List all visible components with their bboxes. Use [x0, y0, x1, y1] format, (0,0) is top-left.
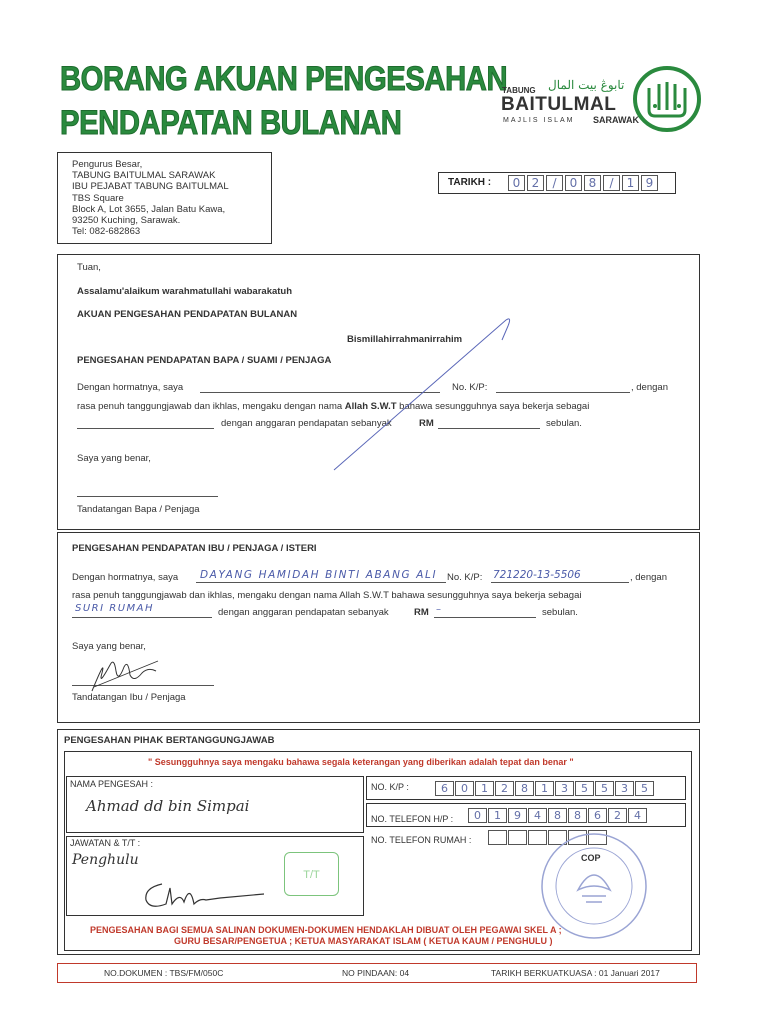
verifier-hp-cell[interactable]: 8	[568, 808, 587, 823]
verifier-hp-cell[interactable]: 8	[548, 808, 567, 823]
recipient-address	[57, 152, 272, 244]
mother-sebulan: sebulan.	[542, 607, 578, 618]
address-line: Pengurus Besar,	[72, 159, 143, 170]
baitulmal-emblem-icon	[633, 66, 701, 132]
date-digit[interactable]: 0	[565, 175, 582, 191]
father-signature-field[interactable]	[77, 496, 218, 497]
mother-pledge: rasa penuh tanggungjawab dan ikhlas, mengaku dengan nama Allah S.W.T bahawa sesungguhnya saya bekerja sebagai	[72, 590, 582, 601]
father-pledge-a: rasa penuh tanggungjawab dan ikhlas, mengaku dengan nama Allah S.W.T bahawa sesungguhnya saya bekerja sebagai	[77, 401, 590, 412]
logo-brand: BAITULMAL	[501, 94, 617, 115]
date-digit[interactable]: 8	[584, 175, 601, 191]
salam: Assalamu'alaikum warahmatullahi wabarakatuh	[77, 286, 293, 297]
verifier-hp-cell[interactable]: 1	[488, 808, 507, 823]
form-title-line2: PENDAPATAN BULANAN	[60, 104, 402, 142]
section-heading-father: PENGESAHAN PENDAPATAN BAPA / SUAMI / PENJAGA	[77, 355, 332, 366]
mother-ic-field-line	[491, 582, 629, 583]
logo-sarawak: SARAWAK	[593, 115, 640, 125]
mother-signature-label: Tandatangan Ibu / Penjaga	[72, 692, 186, 703]
verifier-declaration: " Sesungguhnya saya mengaku bahawa segala keterangan yang diberikan adalah tepat dan benar "	[148, 757, 574, 767]
father-rm: RM	[419, 418, 434, 429]
verifier-home-label: NO. TELEFON RUMAH :	[371, 835, 472, 845]
mother-occupation-value[interactable]: SURI RUMAH	[75, 603, 154, 614]
footer-effective-date: TARIKH BERKUATKUASA : 01 Januari 2017	[491, 968, 660, 978]
mother-ic-label: No. K/P:	[447, 572, 483, 583]
verifier-ic-cell[interactable]: 1	[535, 781, 554, 796]
address-line: Tel: 082-682863	[72, 226, 141, 238]
verifier-signature-icon	[140, 878, 280, 912]
mother-income-text: dengan anggaran pendapatan sebanyak	[218, 607, 389, 618]
section-heading-mother: PENGESAHAN PENDAPATAN IBU / PENJAGA / ISTERI	[72, 543, 317, 554]
father-signature-label: Tandatangan Bapa / Penjaga	[77, 504, 200, 515]
father-ic-label: No. K/P:	[452, 382, 488, 393]
verifier-ic-cell[interactable]: 1	[475, 781, 494, 796]
date-digit[interactable]: 0	[508, 175, 525, 191]
verifier-name-label: NAMA PENGESAH :	[70, 779, 154, 789]
mother-intro-text: Dengan hormatnya, saya	[72, 572, 179, 583]
verifier-ic-cell[interactable]: 6	[435, 781, 454, 796]
verification-note-line2: GURU BESAR/PENGETUA ; KETUA MASYARAKAT ISLAM ( KETUA KAUM / PENGHULU )	[174, 936, 553, 946]
date-digit[interactable]: 2	[527, 175, 544, 191]
cop-label: COP	[581, 853, 601, 863]
verifier-ic-cell[interactable]: 5	[595, 781, 614, 796]
letter-subject: AKUAN PENGESAHAN PENDAPATAN BULANAN	[77, 309, 298, 320]
address-line: Block A, Lot 3655, Jalan Batu Kawa,	[72, 203, 226, 215]
father-occupation-field[interactable]	[77, 428, 214, 429]
logo-arabic-text: تابوڠ بيت المال	[548, 78, 625, 92]
father-sebulan: sebulan.	[546, 418, 582, 429]
logo-majlis: MAJLIS ISLAM	[503, 117, 575, 124]
mother-name-field-line	[196, 582, 446, 583]
verifier-ic-cell[interactable]: 8	[515, 781, 534, 796]
date-digit[interactable]: 9	[641, 175, 658, 191]
verification-note-line1: PENGESAHAN BAGI SEMUA SALINAN DOKUMEN-DOKUMEN HENDAKLAH DIBUAT OLEH PEGAWAI SKEL A ;	[90, 925, 562, 935]
mother-rm: RM	[414, 607, 429, 618]
mother-income-value[interactable]: –	[436, 604, 441, 615]
mother-signature-icon	[88, 653, 162, 695]
verifier-ic-cell[interactable]: 3	[555, 781, 574, 796]
cancel-stroke-icon	[330, 312, 515, 474]
date-separator: /	[603, 175, 620, 191]
verifier-ic-cell[interactable]: 2	[495, 781, 514, 796]
date-digit[interactable]: 1	[622, 175, 639, 191]
address-line: 93250 Kuching, Sarawak.	[72, 215, 181, 227]
verifier-hp-cell[interactable]: 9	[508, 808, 527, 823]
verifier-hp-cell[interactable]: 4	[528, 808, 547, 823]
verifier-ic-cell[interactable]: 5	[575, 781, 594, 796]
father-intro-text: Dengan hormatnya, saya	[77, 382, 184, 393]
form-title-line1: BORANG AKUAN PENGESAHAN	[60, 60, 508, 98]
address-line: TABUNG BAITULMAL SARAWAK	[72, 170, 216, 182]
mother-income-field-line	[434, 617, 536, 618]
footer-revision: NO PINDAAN: 04	[342, 968, 410, 978]
greeting: Tuan,	[77, 262, 101, 273]
verifier-ic-cell[interactable]: 5	[635, 781, 654, 796]
mother-ic-value[interactable]: 721220-13-5506	[493, 569, 581, 581]
date-label: TARIKH :	[448, 177, 492, 188]
footer-document-number: NO.DOKUMEN : TBS/FM/050C	[104, 968, 224, 978]
address-line: IBU PEJABAT TABUNG BAITULMAL	[72, 181, 229, 193]
mother-name-value[interactable]: DAYANG HAMIDAH BINTI ABANG ALI	[200, 569, 438, 581]
father-yours: Saya yang benar,	[77, 453, 151, 464]
verifier-position-value[interactable]: Penghulu	[72, 852, 139, 868]
verifier-hp-cell[interactable]: 0	[468, 808, 487, 823]
father-dengan: , dengan	[631, 382, 668, 393]
logo-tabung: TABUNG	[502, 86, 536, 95]
signature-stamp-placeholder: T/T	[284, 852, 339, 896]
verifier-home-cell[interactable]	[508, 830, 527, 845]
verifier-hp-cell[interactable]: 2	[608, 808, 627, 823]
verifier-hp-cell[interactable]: 6	[588, 808, 607, 823]
address-line: TBS Square	[72, 192, 124, 204]
verifier-name-value[interactable]: Ahmad dd bin Simpai	[86, 797, 250, 815]
mother-dengan: , dengan	[630, 572, 667, 583]
mother-occupation-field-line	[72, 617, 212, 618]
verifier-ic-label: NO. K/P :	[371, 782, 409, 792]
father-ic-field[interactable]	[496, 392, 630, 393]
verifier-ic-cell[interactable]: 0	[455, 781, 474, 796]
section-heading-verifier: PENGESAHAN PIHAK BERTANGGUNGJAWAB	[64, 735, 275, 746]
bismillah: Bismillahirrahmanirrahim	[347, 334, 463, 345]
date-separator: /	[546, 175, 563, 191]
father-income-text: dengan anggaran pendapatan sebanyak	[221, 418, 392, 429]
verifier-ic-cell[interactable]: 3	[615, 781, 634, 796]
verifier-home-cell[interactable]	[488, 830, 507, 845]
mother-yours: Saya yang benar,	[72, 641, 146, 652]
verifier-position-label: JAWATAN & T/T :	[70, 838, 141, 848]
verifier-hp-label: NO. TELEFON H/P :	[371, 814, 454, 824]
verifier-hp-cell[interactable]: 4	[628, 808, 647, 823]
